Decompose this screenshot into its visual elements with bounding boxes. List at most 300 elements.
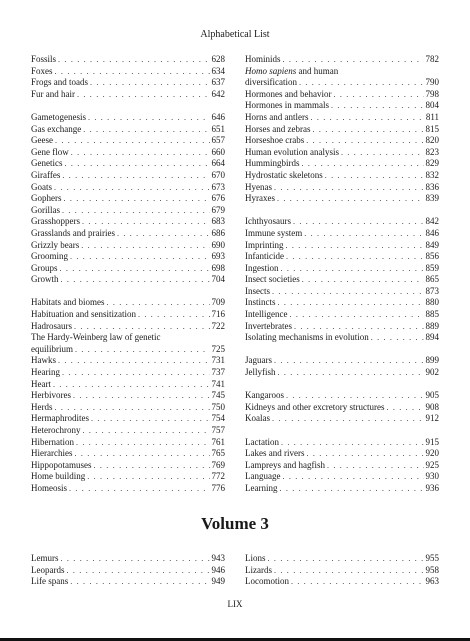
entry-title: Koalas <box>245 413 270 424</box>
dot-leader <box>67 565 210 577</box>
entry-title: Immune system <box>245 227 303 238</box>
index-entry <box>245 66 439 78</box>
index-entry <box>245 263 439 275</box>
entry-title: Insect societies <box>245 274 300 285</box>
dot-leader <box>73 390 210 402</box>
dot-leader <box>327 460 424 472</box>
dot-leader <box>278 297 424 309</box>
index-entry <box>31 147 225 159</box>
index-entry <box>245 274 439 286</box>
entry-title: Home building <box>31 471 86 482</box>
entry-page-number: 686 <box>211 227 225 238</box>
entry-title: Horseshoe crabs <box>245 135 305 146</box>
entry-page-number: 709 <box>211 297 225 308</box>
dot-leader <box>60 263 210 275</box>
entry-page-number: 946 <box>211 564 225 575</box>
entry-title: Hippopotamuses <box>31 459 92 470</box>
index-entry <box>245 460 439 472</box>
entry-page-number: 912 <box>425 413 439 424</box>
dot-leader <box>61 553 210 565</box>
dot-leader <box>281 437 424 449</box>
index-entry <box>245 297 439 309</box>
section-gap <box>245 205 439 217</box>
dot-leader <box>107 297 210 309</box>
entry-title: Hyenas <box>245 181 272 192</box>
dot-leader <box>61 274 210 286</box>
entry-title: Gorillas <box>31 204 60 215</box>
index-entry <box>245 367 439 379</box>
entry-title: Hierarchies <box>31 448 73 459</box>
entry-page-number: 936 <box>425 482 439 493</box>
index-entry <box>245 483 439 495</box>
dot-leader <box>53 379 210 391</box>
entry-title: Gametogenesis <box>31 111 86 122</box>
dot-leader <box>55 135 210 147</box>
dot-leader <box>312 124 423 136</box>
dot-leader <box>69 483 210 495</box>
dot-leader <box>286 251 424 263</box>
index-entry <box>31 297 225 309</box>
section-gap <box>245 379 439 391</box>
index-entry <box>31 390 225 402</box>
entry-title: Hearing <box>31 367 60 378</box>
entry-page-number: 750 <box>211 401 225 412</box>
dot-leader <box>341 147 424 159</box>
entry-page-number: 731 <box>211 355 225 366</box>
volume3-column-left <box>31 553 225 588</box>
entry-page-number: 836 <box>425 181 439 192</box>
dot-leader <box>62 367 210 379</box>
entry-title: Jellyfish <box>245 367 276 378</box>
entry-title: Growth <box>31 274 59 285</box>
entry-page-number: 846 <box>425 227 439 238</box>
entry-title: Instincts <box>245 297 276 308</box>
entry-title: Grasslands and prairies <box>31 227 115 238</box>
entry-title: Lions <box>245 553 266 563</box>
dot-leader <box>58 54 209 66</box>
index-column-left <box>31 54 225 495</box>
index-entry <box>31 182 225 194</box>
dot-leader <box>77 89 210 101</box>
dot-leader <box>88 112 210 124</box>
dot-leader <box>64 193 210 205</box>
entry-title: Hyraxes <box>245 193 275 204</box>
entry-title: Invertebrates <box>245 320 292 331</box>
index-entry <box>31 309 225 321</box>
index-entry <box>31 332 225 344</box>
index-entry <box>245 124 439 136</box>
dot-leader <box>386 402 423 414</box>
index-entry <box>245 158 439 170</box>
dot-leader <box>306 135 423 147</box>
dot-leader <box>302 274 424 286</box>
entry-title: Lactation <box>245 436 279 447</box>
dot-leader <box>83 124 209 136</box>
entry-title: Hominids <box>245 54 281 64</box>
entry-page-number: 646 <box>211 111 225 122</box>
index-entry <box>31 379 225 391</box>
dot-leader <box>268 553 424 565</box>
entry-title: Goats <box>31 181 52 192</box>
entry-title: Genetics <box>31 158 63 169</box>
index-column-right <box>245 54 439 495</box>
entry-page-number: 693 <box>211 251 225 262</box>
dot-leader <box>286 390 424 402</box>
index-entry <box>31 216 225 228</box>
entry-page-number: 637 <box>211 77 225 88</box>
index-entry <box>31 170 225 182</box>
index-entry <box>245 54 439 66</box>
index-entry <box>245 437 439 449</box>
index-entry <box>31 228 225 240</box>
dot-leader <box>274 565 424 577</box>
entry-page-number: 873 <box>425 285 439 296</box>
entry-title: Language <box>245 471 281 482</box>
entry-page-number: 842 <box>425 216 439 227</box>
entry-page-number: 704 <box>211 274 225 285</box>
entry-page-number: 915 <box>425 436 439 447</box>
entry-title: Gene flow <box>31 146 69 157</box>
index-entry <box>245 193 439 205</box>
entry-title: Ichthyosaurs <box>245 216 291 227</box>
entry-title: Horses and zebras <box>245 123 311 134</box>
entry-title: Hibernation <box>31 436 74 447</box>
entry-title: Groups <box>31 262 58 273</box>
entry-title: Hormones in mammals <box>245 100 329 111</box>
dot-leader <box>299 77 424 89</box>
entry-title: Ingestion <box>245 262 279 273</box>
entry-title: Gophers <box>31 193 62 204</box>
index-entry <box>245 89 439 101</box>
entry-page-number: 820 <box>425 135 439 146</box>
index-entry <box>31 553 225 565</box>
entry-page-number: 657 <box>211 135 225 146</box>
index-entry <box>245 286 439 298</box>
index-entry <box>31 413 225 425</box>
entry-page-number: 894 <box>425 332 439 343</box>
entry-page-number: 823 <box>425 146 439 157</box>
entry-page-number: 670 <box>211 169 225 180</box>
dot-leader <box>272 286 424 298</box>
index-entry <box>31 263 225 275</box>
entry-page-number: 856 <box>425 251 439 262</box>
entry-title: Horns and antlers <box>245 111 309 122</box>
entry-page-number: 790 <box>425 77 439 88</box>
index-entry <box>245 100 439 112</box>
section-gap <box>245 425 439 437</box>
entry-title: Habitats and biomes <box>31 297 105 308</box>
index-entry <box>245 448 439 460</box>
index-entry <box>245 182 439 194</box>
entry-title: Leopards <box>31 564 65 575</box>
index-entry <box>31 89 225 101</box>
entry-page-number: 634 <box>211 65 225 76</box>
entry-title: Homo sapiens and human <box>245 65 339 76</box>
dot-leader <box>62 170 209 182</box>
entry-title: Hydrostatic skeletons <box>245 169 323 180</box>
entry-page-number: 798 <box>425 88 439 99</box>
entry-title: Insects <box>245 285 270 296</box>
index-entry <box>245 576 439 588</box>
index-entry <box>31 460 225 472</box>
entry-title: Fur and hair <box>31 88 75 99</box>
dot-leader <box>294 321 424 333</box>
index-entry <box>31 367 225 379</box>
index-entry <box>31 448 225 460</box>
volume-heading: Volume 3 <box>201 514 269 533</box>
dot-leader <box>304 228 423 240</box>
entry-title: The Hardy-Weinberg law of genetic <box>31 332 161 343</box>
entry-page-number: 761 <box>211 436 225 447</box>
index-entry <box>31 112 225 124</box>
dot-leader <box>74 448 209 460</box>
entry-page-number: 958 <box>425 564 439 575</box>
dot-leader <box>331 100 424 112</box>
index-entry <box>245 390 439 402</box>
entry-title: Life spans <box>31 576 69 587</box>
entry-title: Locomotion <box>245 576 289 587</box>
entry-title: Geese <box>31 135 53 146</box>
dot-leader <box>289 309 423 321</box>
entry-title: Foxes <box>31 65 53 76</box>
entry-title: Infanticide <box>245 251 284 262</box>
entry-page-number: 849 <box>425 239 439 250</box>
entry-title: Habituation and sensitization <box>31 309 136 320</box>
dot-leader <box>333 89 423 101</box>
entry-page-number: 664 <box>211 158 225 169</box>
dot-leader <box>58 355 210 367</box>
entry-page-number: 832 <box>425 169 439 180</box>
entry-page-number: 673 <box>211 181 225 192</box>
index-entry <box>245 228 439 240</box>
entry-page-number: 737 <box>211 367 225 378</box>
section-gap <box>245 344 439 356</box>
entry-title: equilibrium <box>31 343 73 354</box>
page-header: Alphabetical List <box>200 29 270 40</box>
entry-page-number: 930 <box>425 471 439 482</box>
entry-page-number: 725 <box>211 343 225 354</box>
entry-page-number: 642 <box>211 88 225 99</box>
entry-title: Lakes and rivers <box>245 448 305 459</box>
entry-page-number: 679 <box>211 204 225 215</box>
entry-title: Hadrosaurs <box>31 320 72 331</box>
index-entry <box>245 553 439 565</box>
dot-leader <box>306 448 423 460</box>
dot-leader <box>371 332 424 344</box>
dot-leader <box>91 413 210 425</box>
page-number: LIX <box>227 599 243 609</box>
index-entry <box>31 437 225 449</box>
entry-title: Lizards <box>245 564 272 575</box>
dot-leader <box>74 321 210 333</box>
dot-leader <box>54 182 210 194</box>
dot-leader <box>70 576 209 588</box>
index-entry <box>245 170 439 182</box>
index-entry <box>245 147 439 159</box>
entry-page-number: 698 <box>211 262 225 273</box>
entry-title: Intelligence <box>245 309 288 320</box>
entry-page-number: 920 <box>425 448 439 459</box>
index-entry <box>31 77 225 89</box>
entry-title: Lemurs <box>31 553 59 563</box>
dot-leader <box>75 344 210 356</box>
index-entry <box>31 124 225 136</box>
index-entry <box>245 565 439 577</box>
index-entry <box>31 274 225 286</box>
dot-leader <box>281 263 424 275</box>
index-entry <box>245 77 439 89</box>
entry-page-number: 811 <box>425 111 439 122</box>
dot-leader <box>283 54 424 66</box>
index-entry <box>245 413 439 425</box>
dot-leader <box>90 77 210 89</box>
dot-leader <box>302 158 424 170</box>
dot-leader <box>278 367 424 379</box>
dot-leader <box>274 355 424 367</box>
index-entry <box>245 309 439 321</box>
index-entry <box>31 193 225 205</box>
index-entry <box>31 66 225 78</box>
index-entry <box>245 355 439 367</box>
entry-title: Grasshoppers <box>31 216 80 227</box>
entry-page-number: 765 <box>211 448 225 459</box>
index-entry <box>245 240 439 252</box>
entry-page-number: 949 <box>211 576 225 587</box>
index-entry <box>245 332 439 344</box>
entry-title: Human evolution analysis <box>245 146 339 157</box>
entry-title: Frogs and toads <box>31 77 88 88</box>
dot-leader <box>55 66 210 78</box>
entry-title: Heart <box>31 378 51 389</box>
entry-title: Giraffes <box>31 169 61 180</box>
dot-leader <box>55 402 210 414</box>
entry-title: Hummingbirds <box>245 158 300 169</box>
index-entry <box>245 216 439 228</box>
index-entry <box>31 54 225 66</box>
entry-page-number: 963 <box>425 576 439 587</box>
index-entry <box>245 135 439 147</box>
dot-leader <box>274 182 424 194</box>
index-entry <box>31 344 225 356</box>
section-gap <box>31 286 225 298</box>
entry-title: Herbivores <box>31 390 71 401</box>
entry-title: Grooming <box>31 251 68 262</box>
dot-leader <box>293 216 424 228</box>
entry-title: Kidneys and other excretory structures <box>245 401 385 412</box>
entry-page-number: 839 <box>425 193 439 204</box>
dot-leader <box>76 437 210 449</box>
dot-leader <box>82 425 209 437</box>
entry-page-number: 943 <box>211 553 225 563</box>
entry-title: Learning <box>245 482 278 493</box>
section-gap <box>31 100 225 112</box>
entry-page-number: 865 <box>425 274 439 285</box>
dot-leader <box>286 240 424 252</box>
entry-title: Isolating mechanisms in evolution <box>245 332 369 343</box>
entry-page-number: 722 <box>211 320 225 331</box>
index-entry <box>245 112 439 124</box>
entry-page-number: 745 <box>211 390 225 401</box>
dot-leader <box>81 240 209 252</box>
entry-title: Lampreys and hagfish <box>245 459 325 470</box>
entry-page-number: 815 <box>425 123 439 134</box>
entry-title: Jaguars <box>245 355 272 366</box>
dot-leader <box>87 471 209 483</box>
entry-page-number: 769 <box>211 459 225 470</box>
entry-page-number: 859 <box>425 262 439 273</box>
dot-leader <box>65 158 210 170</box>
entry-page-number: 902 <box>425 367 439 378</box>
index-entry <box>31 565 225 577</box>
entry-title: Hormones and behavior <box>245 88 332 99</box>
index-entry <box>31 251 225 263</box>
dot-leader <box>62 205 210 217</box>
index-entry <box>245 251 439 263</box>
entry-title: Grizzly bears <box>31 239 80 250</box>
entry-title: Hawks <box>31 355 56 366</box>
entry-page-number: 772 <box>211 471 225 482</box>
entry-page-number: 925 <box>425 459 439 470</box>
entry-title: Fossils <box>31 54 57 64</box>
dot-leader <box>310 112 423 124</box>
entry-page-number: 885 <box>425 309 439 320</box>
index-entry <box>31 402 225 414</box>
entry-page-number: 908 <box>425 401 439 412</box>
dot-leader <box>117 228 210 240</box>
entry-page-number: 782 <box>425 54 439 64</box>
entry-page-number: 757 <box>211 425 225 435</box>
entry-title: Kangaroos <box>245 390 284 401</box>
volume3-column-right <box>245 553 439 588</box>
entry-page-number: 660 <box>211 146 225 157</box>
entry-page-number: 880 <box>425 297 439 308</box>
index-entry <box>31 158 225 170</box>
entry-page-number: 899 <box>425 355 439 366</box>
index-entry <box>31 483 225 495</box>
dot-leader <box>71 147 210 159</box>
entry-title: Imprinting <box>245 239 284 250</box>
entry-title: Heterochrony <box>31 425 81 435</box>
entry-page-number: 683 <box>211 216 225 227</box>
dot-leader <box>70 251 210 263</box>
index-entry <box>245 402 439 414</box>
entry-page-number: 776 <box>211 482 225 493</box>
index-entry <box>31 355 225 367</box>
dot-leader <box>82 216 210 228</box>
entry-title: Hermaphrodites <box>31 413 89 424</box>
index-entry <box>31 135 225 147</box>
dot-leader <box>94 460 210 472</box>
dot-leader <box>325 170 424 182</box>
index-entry <box>31 576 225 588</box>
dot-leader <box>272 413 424 425</box>
index-entry <box>31 205 225 217</box>
dot-leader <box>138 309 210 321</box>
dot-leader <box>291 576 424 588</box>
entry-page-number: 651 <box>211 123 225 134</box>
entry-page-number: 676 <box>211 193 225 204</box>
entry-title: diversification <box>245 77 297 88</box>
entry-title: Homeosis <box>31 482 67 493</box>
dot-leader <box>282 471 423 483</box>
entry-page-number: 741 <box>211 378 225 389</box>
index-entry <box>31 240 225 252</box>
entry-title: Herds <box>31 401 53 412</box>
entry-page-number: 690 <box>211 239 225 250</box>
entry-page-number: 889 <box>425 320 439 331</box>
index-entry <box>31 425 225 437</box>
entry-title: Gas exchange <box>31 123 82 134</box>
